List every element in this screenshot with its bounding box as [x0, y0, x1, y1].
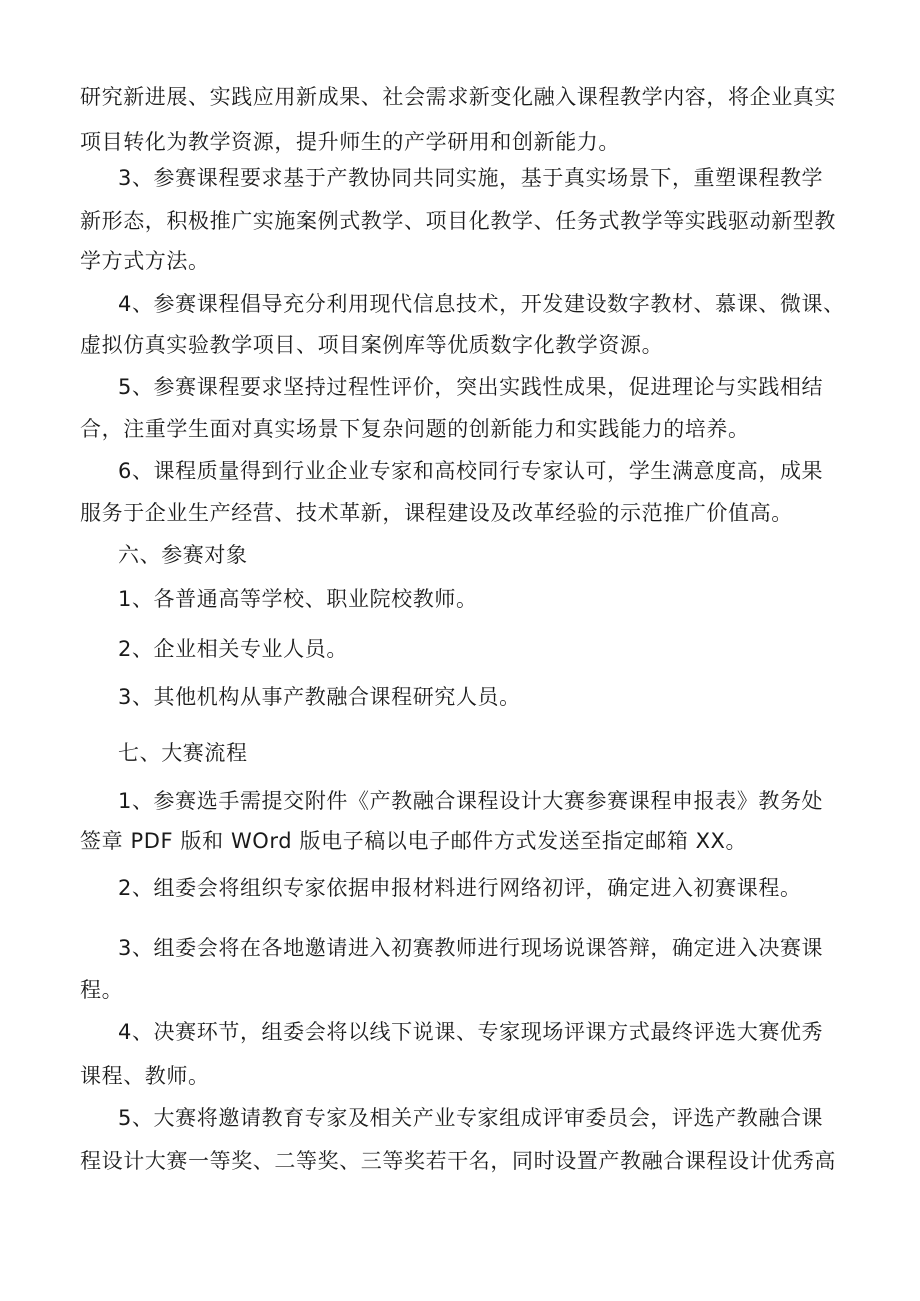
paragraph-line: 1、各普通高等学校、职业院校教师。 — [118, 587, 478, 611]
paragraph-line: 合，注重学生面对真实场景下复杂问题的创新能力和实践能力的培养。 — [80, 417, 750, 441]
paragraph-line: 5、参赛课程要求坚持过程性评价，突出实践性成果，促进理论与实践相结 — [118, 375, 824, 399]
paragraph-line: 6、课程质量得到行业企业专家和高校同行专家认可，学生满意度高，成果 — [118, 459, 824, 483]
paragraph-line: 课程、教师。 — [80, 1064, 210, 1088]
paragraph-line: 4、参赛课程倡导充分利用现代信息技术，开发建设数字教材、慕课、微课、 — [118, 292, 845, 316]
paragraph-line: 程。 — [80, 978, 124, 1002]
paragraph-line: 新形态，积极推广实施案例式教学、项目化教学、任务式教学等实践驱动新型教 — [80, 209, 836, 233]
paragraph-line: 3、参赛课程要求基于产教协同共同实施，基于真实场景下，重塑课程教学 — [118, 166, 824, 190]
paragraph-line: 程设计大赛一等奖、二等奖、三等奖若干名，同时设置产教融合课程设计优秀高 — [80, 1149, 836, 1173]
paragraph-line: 3、其他机构从事产教融合课程研究人员。 — [118, 685, 521, 709]
paragraph-line: 服务于企业生产经营、技术革新，课程建设及改革经验的示范推广价值高。 — [80, 501, 793, 525]
paragraph-line: 研究新进展、实践应用新成果、社会需求新变化融入课程教学内容，将企业真实 — [80, 85, 836, 109]
paragraph-line: 项目转化为教学资源，提升师生的产学研用和创新能力。 — [80, 130, 620, 154]
paragraph-line: 虚拟仿真实验教学项目、项目案例库等优质数字化教学资源。 — [80, 333, 664, 357]
section-heading: 六、参赛对象 — [118, 543, 248, 567]
paragraph-line: 1、参赛选手需提交附件《产教融合课程设计大赛参赛课程申报表》教务处 — [118, 789, 824, 813]
paragraph-line: 3、组委会将在各地邀请进入初赛教师进行现场说课答辩，确定进入决赛课 — [118, 936, 824, 960]
section-heading: 七、大赛流程 — [118, 741, 248, 765]
paragraph-line: 2、企业相关专业人员。 — [118, 637, 348, 661]
paragraph-line: 2、组委会将组织专家依据申报材料进行网络初评，确定进入初赛课程。 — [118, 876, 802, 900]
paragraph-line: 学方式方法。 — [80, 249, 210, 273]
paragraph-line: 4、决赛环节，组委会将以线下说课、专家现场评课方式最终评选大赛优秀 — [118, 1020, 824, 1044]
paragraph-line: 5、大赛将邀请教育专家及相关产业专家组成评审委员会，评选产教融合课 — [118, 1106, 824, 1130]
paragraph-line: 签章 PDF 版和 WOrd 版电子稿以电子邮件方式发送至指定邮箱 XX。 — [80, 829, 748, 853]
